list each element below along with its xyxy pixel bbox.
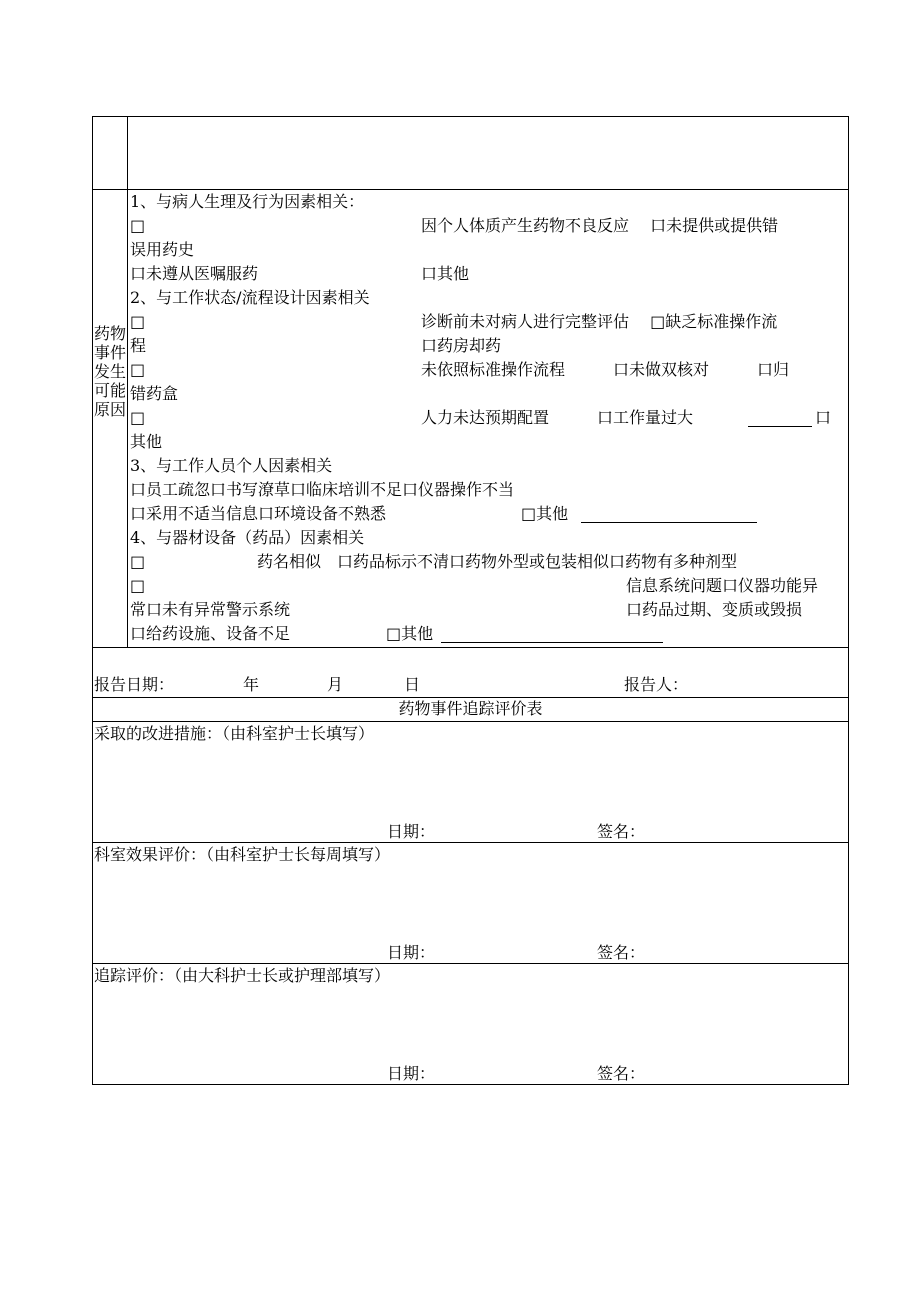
- section4-heading: 4、与器材设备（药品）因素相关: [130, 528, 365, 547]
- block1-date-label: 日期：: [387, 822, 436, 841]
- report-year: 年: [243, 675, 260, 694]
- section4-expired: 口药品过期、变质或毁损: [626, 600, 803, 619]
- section1-other: 口其他: [421, 264, 470, 283]
- row-line-4: [92, 721, 849, 722]
- block2-date-label: 日期：: [387, 943, 436, 962]
- report-date-label: 报告日期：: [94, 675, 175, 694]
- section4-b-checkbox[interactable]: □: [130, 576, 146, 595]
- section4-b-text: 信息系统问题口仪器功能异: [626, 576, 819, 595]
- section4-other-blank[interactable]: [441, 642, 663, 643]
- section2-c-text: 人力未达预期配置 口工作量过大: [421, 408, 694, 427]
- report-day: 日: [404, 675, 421, 694]
- section3-other: □其他: [521, 504, 569, 523]
- section2-a-text: 诊断前未对病人进行完整评估 □缺乏标准操作流: [421, 312, 778, 331]
- section2-b-checkbox[interactable]: □: [130, 360, 146, 379]
- reporter-label: 报告人：: [624, 675, 689, 694]
- section3-line1: 口员工疏忽口书写潦草口临床培训不足口仪器操作不当: [130, 480, 515, 499]
- section2-pharmacy: 口药房却药: [421, 336, 502, 355]
- cause-label: 药物事件发生可能原因: [93, 324, 126, 419]
- section2-c-cont: 其他: [130, 432, 163, 451]
- section2-heading: 2、与工作状态/流程设计因素相关: [130, 288, 370, 307]
- section1-line1: 因个人体质产生药物不良反应 口未提供或提供错: [421, 216, 779, 235]
- report-month: 月: [327, 675, 344, 694]
- section3-other-blank[interactable]: [581, 522, 757, 523]
- section4-a-text: 药名相似 口药品标示不清口药物外型或包装相似口药物有多种剂型: [257, 552, 738, 571]
- section2-c-end: 口: [815, 408, 832, 427]
- top-row-divider: [127, 116, 128, 648]
- section1-heading: 1、与病人生理及行为因素相关：: [130, 192, 365, 211]
- section1-line2: 误用药史: [130, 240, 195, 259]
- block3-title: 追踪评价：（由大科护士长或护理部填写）: [94, 966, 391, 985]
- row-line-5: [92, 842, 849, 843]
- section3-heading: 3、与工作人员个人因素相关: [130, 456, 333, 475]
- block3-sign-label: 签名：: [597, 1064, 646, 1083]
- section1-noncompliance: 口未遵从医嘱服药: [130, 264, 259, 283]
- row-line-2: [92, 647, 849, 648]
- row-line-1: [92, 189, 849, 190]
- section3-line2: 口采用不适当信息口环境设备不熟悉: [130, 504, 387, 523]
- section1-checkbox[interactable]: □: [130, 216, 146, 235]
- section4-other: □其他: [386, 624, 434, 643]
- block2-sign-label: 签名：: [597, 943, 646, 962]
- section2-c-blank[interactable]: [748, 426, 812, 427]
- section4-c-text: 口给药设施、设备不足: [130, 624, 291, 643]
- block2-title: 科室效果评价：（由科室护士长每周填写）: [94, 845, 391, 864]
- section4-b-cont: 常口未有异常警示系统: [130, 600, 291, 619]
- block1-sign-label: 签名：: [597, 822, 646, 841]
- row-line-6: [92, 963, 849, 964]
- block3-date-label: 日期：: [387, 1064, 436, 1083]
- tracking-title: 药物事件追踪评价表: [398, 699, 543, 718]
- section2-c-checkbox[interactable]: □: [130, 408, 146, 427]
- section2-a-cont: 程: [130, 336, 147, 355]
- section4-a-checkbox[interactable]: □: [130, 552, 146, 571]
- block1-title: 采取的改进措施：（由科室护士长填写）: [94, 724, 375, 743]
- section2-a-checkbox[interactable]: □: [130, 312, 146, 331]
- section2-b-cont: 错药盒: [130, 384, 179, 403]
- section2-b-text: 未依照标准操作流程 口未做双核对 口归: [421, 360, 790, 379]
